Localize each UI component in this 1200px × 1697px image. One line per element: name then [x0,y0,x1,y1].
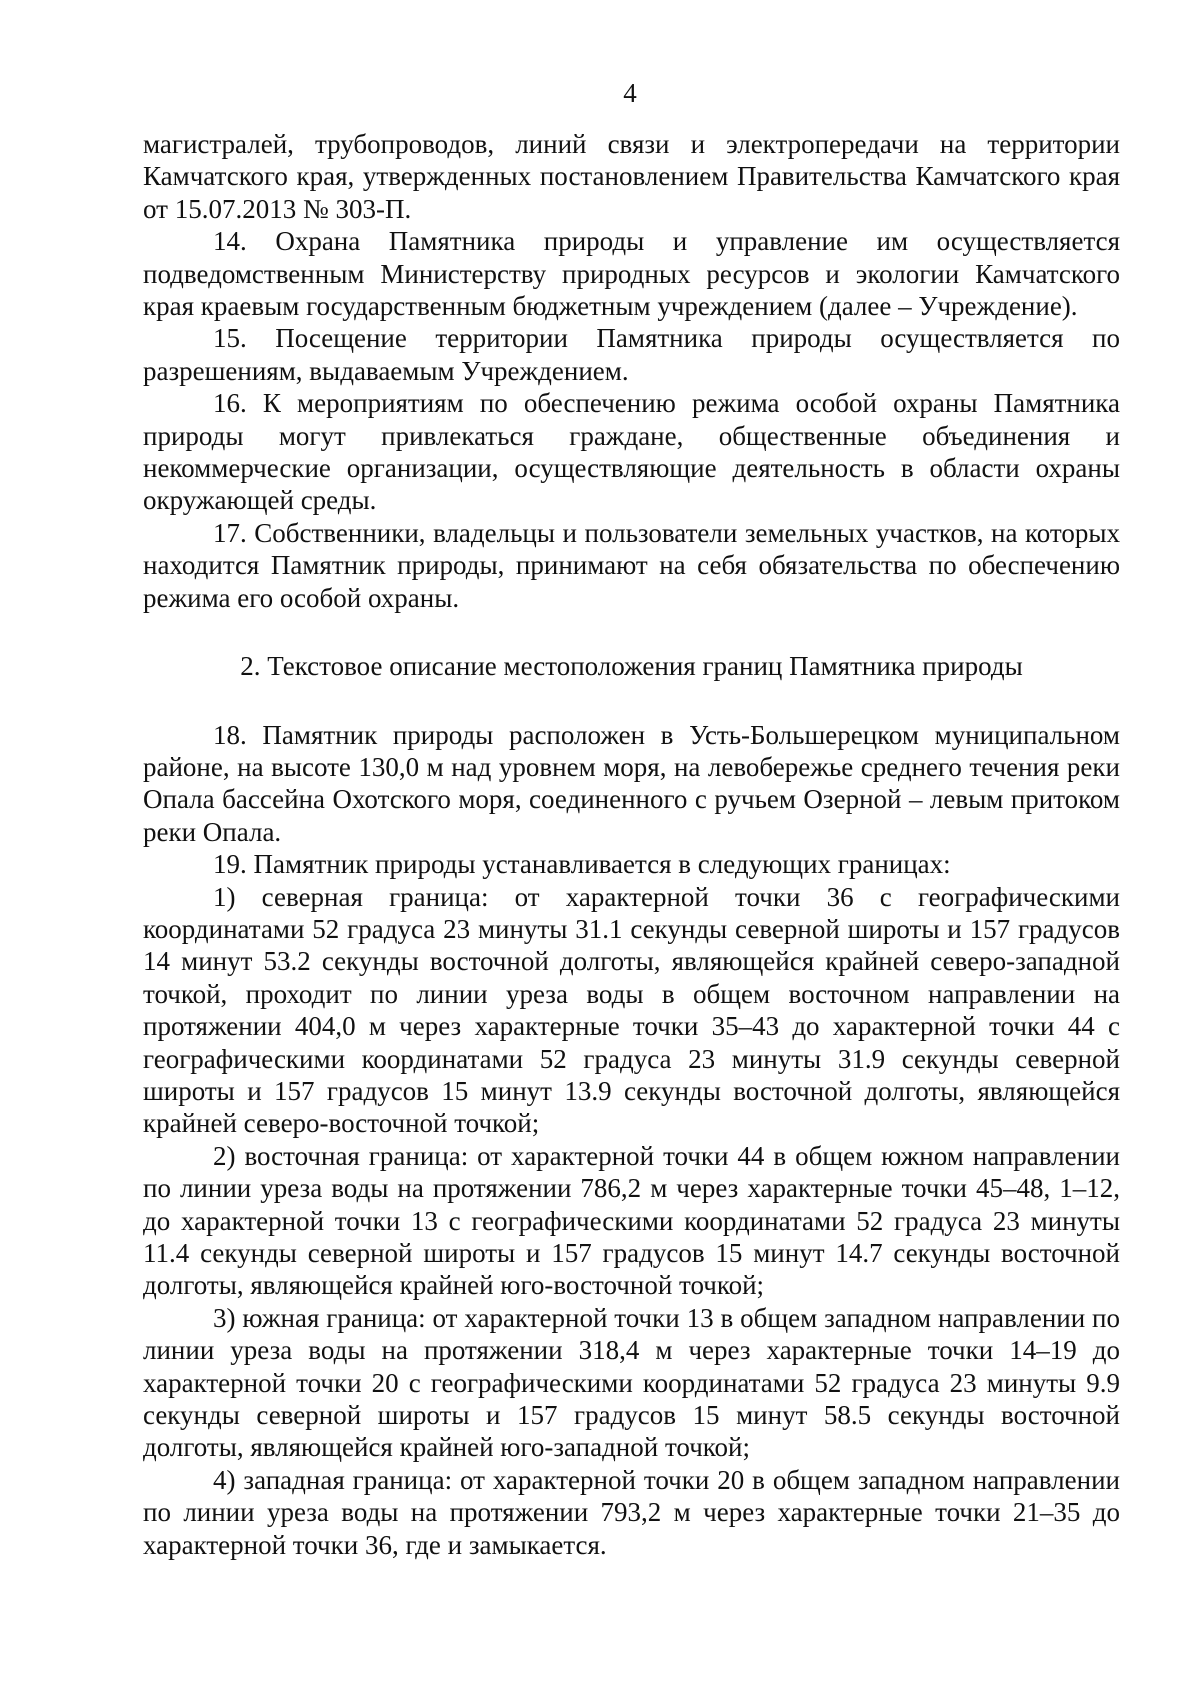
paragraph-17: 17. Собственники, владельцы и пользователи земельных участков, на которых находится Памятник природы, принимают на себя обязательства по обеспечению режима его особой охраны. [143,517,1120,613]
paragraph-16: 16. К мероприятиям по обеспечению режима особой охраны Памятника природы могут привлекаться граждане, общественные объединения и некоммерческие организации, осуществляющие деятельность в области охраны окружающей среды. [143,388,1120,516]
section-heading: 2. Текстовое описание местоположения границ Памятника природы [240,651,1023,682]
paragraph-19: 19. Памятник природы устанавливается в следующих границах: [213,849,951,880]
boundary-south: 3) южная граница: от характерной точки 13 в общем западном направлении по линии уреза воды на протяжении 318,4 м через характерные точки 14–19 до характерной точки 20 с географическими координатами 52 градуса 23 минуты 9.9 секунды северной широты и 157 градусов 15 минут 58.5 секунды восточной долготы, являющейся крайней юго-западной точкой; [143,1302,1120,1463]
page-number: 4 [623,78,637,108]
paragraph-14: 14. Охрана Памятника природы и управление им осуществляется подведомственным Министерству природных ресурсов и экологии Камчатского края краевым государственным бюджетным учреждением (далее – Учреждение). [143,226,1120,322]
document-body [143,128,1120,1561]
boundary-east: 2) восточная граница: от характерной точки 44 в общем южном направлении по линии уреза воды на протяжении 786,2 м через характерные точки 45–48, 1–12, до характерной точки 13 с географическими координатами 52 градуса 23 минуты 11.4 секунды северной широты и 157 градусов 15 минут 14.7 секунды восточной долготы, являющейся крайней юго-восточной точкой; [143,1140,1120,1301]
paragraph-18: 18. Памятник природы расположен в Усть-Большерецком муниципальном районе, на высоте 130,0 м над уровнем моря, на левобережье среднего течения реки Опала бассейна Охотского моря, соединенного с ручьем Озерной – левым притоком реки Опала. [143,719,1120,847]
paragraph-continuation: магистралей, трубопроводов, линий связи и электропередачи на территории Камчатского края, утвержденных постановлением Правительства Камчатского края от 15.07.2013 № 303-П. [143,129,1120,224]
boundary-north: 1) северная граница: от характерной точки 36 с географическими координатами 52 градуса 23 минуты 31.1 секунды северной широты и 157 градусов 14 минут 53.2 секунды восточной долготы, являющейся крайней северо-западной точкой, проходит по линии уреза воды в общем восточном направлении на протяжении 404,0 м через характерные точки 35–43 до характерной точки 44 с географическими координатами 52 градуса 23 минуты 31.9 секунды северной широты и 157 градусов 15 минут 13.9 секунды восточной долготы, являющейся крайней северо-восточной точкой; [143,881,1120,1139]
boundary-west: 4) западная граница: от характерной точки 20 в общем западном направлении по линии уреза воды на протяжении 793,2 м через характерные точки 21–35 до характерной точки 36, где и замыкается. [143,1464,1120,1560]
paragraph-15: 15. Посещение территории Памятника природы осуществляется по разрешениям, выдаваемым Учреждением. [143,323,1120,386]
